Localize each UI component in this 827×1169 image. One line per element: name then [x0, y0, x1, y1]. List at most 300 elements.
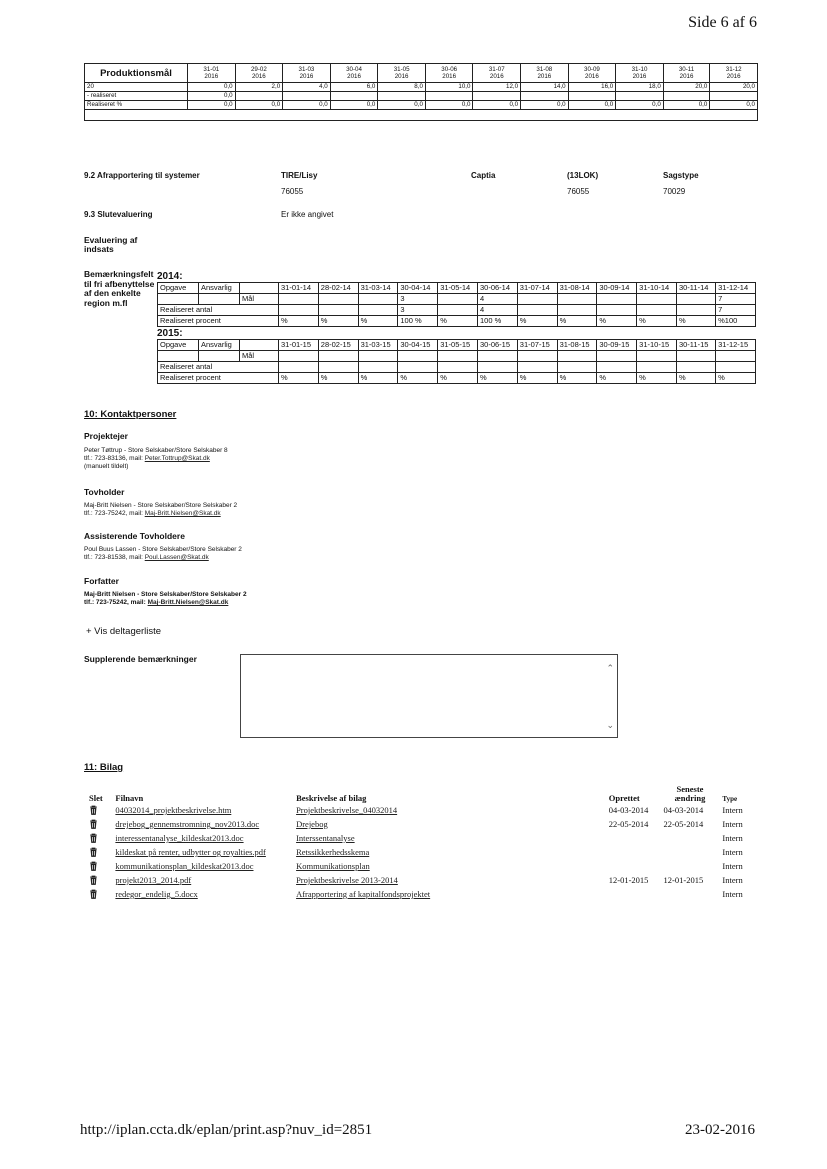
remarks-pct-cell: % — [557, 373, 597, 384]
remarks-goal-cell — [597, 294, 637, 305]
remarks-2015-count-row — [158, 362, 756, 373]
remarks-count-cell — [279, 305, 319, 316]
description-cell — [293, 846, 606, 860]
trash-icon[interactable] — [89, 819, 98, 829]
owner-email-link[interactable]: Peter.Tottrup@Skat.dk — [144, 455, 210, 462]
remarks-count-cell — [438, 362, 478, 373]
remarks-date-header: 30-09-15 — [597, 340, 637, 351]
realized-empty-cell — [663, 92, 710, 101]
remarks-pct-cell: % — [517, 373, 557, 384]
remarks-pct-cell: % — [517, 316, 557, 327]
goal-date-day: 31-03 — [298, 66, 315, 73]
goal-value-cell: 12,0 — [473, 83, 521, 92]
goal-date-year: 2016 — [394, 73, 409, 80]
pct-value-cell: 0,0 — [710, 101, 758, 110]
remarks-2015-pct-row — [158, 373, 756, 384]
remarks-pct-cell: % — [358, 316, 398, 327]
remarks-count-cell — [557, 305, 597, 316]
production-goal-table — [84, 63, 758, 110]
attachment-file-link[interactable]: redegor_endelig_5.docx — [115, 889, 198, 899]
created-header: Oprettet — [608, 793, 640, 803]
created-cell: 04-03-2014 — [608, 805, 649, 815]
realized-row-label: - realiseret — [85, 92, 188, 101]
reporting-tire-value: 76055 — [281, 187, 304, 196]
changed-cell — [661, 888, 720, 902]
changed-cell: 12-01-2015 — [663, 875, 704, 885]
pct-value-cell: 0,0 — [378, 101, 426, 110]
owner-phone: tlf.: 723-83136, mail: — [84, 455, 145, 462]
remarks-2014-goal-label: Mål — [240, 294, 279, 305]
changed-cell — [661, 846, 720, 860]
realized-empty-cell — [568, 92, 616, 101]
remarks-pct-cell: % — [597, 373, 637, 384]
page-number: Side 6 af 6 — [688, 14, 757, 31]
goal-value-cell: 20,0 — [663, 83, 710, 92]
scroll-down-icon[interactable]: ⌄ — [606, 720, 614, 730]
goal-date-day: 30-06 — [441, 66, 458, 73]
remarks-goal-cell — [358, 351, 398, 362]
remarks-date-header: 31-03-15 — [358, 340, 398, 351]
goal-date-header — [235, 64, 283, 83]
reporting-13lok-value: 76055 — [567, 187, 590, 196]
remarks-count-cell — [279, 362, 319, 373]
remarks-2014-resp-header: Ansvarlig — [199, 283, 240, 294]
remarks-2014-block — [157, 271, 756, 384]
attachment-file-link[interactable]: interessentanalyse_kildeskat2013.doc — [115, 833, 244, 843]
final-eval-label: 9.3 Slutevaluering — [84, 210, 153, 219]
created-cell — [606, 846, 661, 860]
remarks-pct-cell: % — [637, 373, 677, 384]
owner-line1: Peter Tøttrup - Store Selskaber/Store Selskaber 8 — [84, 447, 228, 454]
remarks-pct-cell: % — [477, 373, 517, 384]
remarks-goal-cell: 3 — [398, 294, 438, 305]
pct-value-cell: 0,0 — [473, 101, 521, 110]
pct-value-cell: 0,0 — [188, 101, 236, 110]
remarks-count-cell — [557, 362, 597, 373]
description-cell — [293, 818, 606, 832]
goal-date-header — [473, 64, 521, 83]
goal-date-day: 31-10 — [631, 66, 648, 73]
final-eval-value: Er ikke angivet — [281, 210, 334, 219]
filename-cell — [112, 888, 293, 902]
changed-cell — [661, 832, 720, 846]
remarks-2014-goal-blank2 — [199, 294, 240, 305]
goal-date-header — [710, 64, 758, 83]
remarks-pct-cell: % — [557, 316, 597, 327]
production-goal-footer-bar — [84, 110, 758, 121]
goal-date-day: 31-01 — [203, 66, 220, 73]
owner-block — [84, 432, 384, 471]
remarks-2015-goal-blank1 — [158, 351, 199, 362]
goal-date-header — [568, 64, 616, 83]
remarks-count-cell — [637, 305, 677, 316]
production-goal-row — [85, 83, 758, 92]
remarks-goal-cell — [557, 351, 597, 362]
reporting-sagstype-title: Sagstype — [663, 171, 699, 180]
attachment-description-link[interactable]: Projektbeskrivelse_04032014 — [296, 805, 398, 815]
assistant-phone: tlf.: 723-81538, mail: — [84, 554, 145, 561]
remarks-date-header: 30-11-14 — [676, 283, 715, 294]
realized-pct-row — [85, 101, 758, 110]
goal-date-year: 2016 — [537, 73, 552, 80]
type-cell: Intern — [722, 875, 743, 885]
scroll-up-icon[interactable]: ⌃ — [606, 663, 614, 673]
remarks-goal-cell — [637, 294, 677, 305]
remarks-date-header: 31-05-15 — [438, 340, 478, 351]
holder-phone: tlf.: 723-75242, mail: — [84, 510, 145, 517]
description-cell — [293, 832, 606, 846]
attachment-file-link[interactable]: drejebog_gennemstromning_nov2013.doc — [115, 819, 260, 829]
filename-cell — [112, 874, 293, 888]
trash-icon[interactable] — [89, 875, 98, 885]
attachment-row — [86, 846, 756, 860]
attachment-row — [86, 832, 756, 846]
type-cell: Intern — [722, 805, 743, 815]
reporting-sagstype-value: 70029 — [663, 187, 686, 196]
filename-cell — [112, 860, 293, 874]
goal-value-cell: 6,0 — [330, 83, 378, 92]
remarks-pct-cell: % — [279, 373, 319, 384]
created-cell: 12-01-2015 — [608, 875, 649, 885]
remarks-pct-cell: % — [398, 373, 438, 384]
extra-remarks-textarea[interactable] — [240, 654, 618, 738]
trash-icon[interactable] — [89, 861, 98, 871]
remarks-goal-cell — [637, 351, 677, 362]
remarks-count-cell — [398, 362, 438, 373]
remarks-2015-goal-row — [158, 351, 756, 362]
remarks-goal-cell: 7 — [716, 294, 756, 305]
remarks-pct-cell: 100 % — [398, 316, 438, 327]
pct-value-cell: 0,0 — [283, 101, 331, 110]
delete-cell — [86, 804, 112, 818]
goal-date-header — [425, 64, 473, 83]
remarks-goal-cell: 4 — [477, 294, 517, 305]
attachment-description-link[interactable]: Interssentanalyse — [296, 833, 355, 843]
remarks-goal-cell — [517, 294, 557, 305]
changed-header: Seneste ændring — [674, 784, 706, 803]
attachment-description-link[interactable]: Projektbeskrivelse 2013-2014 — [296, 875, 398, 885]
goal-date-year: 2016 — [442, 73, 457, 80]
remarks-date-header: 31-12-14 — [716, 283, 756, 294]
goal-date-day: 31-08 — [536, 66, 553, 73]
goal-date-year: 2016 — [679, 73, 694, 80]
pct-value-cell: 0,0 — [425, 101, 473, 110]
attachment-row — [86, 860, 756, 874]
goal-date-year: 2016 — [489, 73, 504, 80]
holder-email-link[interactable]: Maj-Britt.Nielsen@Skat.dk — [144, 510, 221, 517]
assistant-email-link[interactable]: Poul.Lassen@Skat.dk — [144, 554, 209, 561]
realized-empty-cell — [283, 92, 331, 101]
remarks-2015-table — [157, 339, 756, 384]
production-goal-title: Produktionsmål — [85, 64, 188, 83]
realized-empty-cell — [330, 92, 378, 101]
description-cell — [293, 804, 606, 818]
type-cell: Intern — [722, 819, 743, 829]
remarks-date-header: 31-08-15 — [557, 340, 597, 351]
pct-value-cell: 0,0 — [521, 101, 569, 110]
goal-value-cell: 14,0 — [521, 83, 569, 92]
type-header: Type — [722, 795, 738, 803]
pct-value-cell: 0,0 — [330, 101, 378, 110]
goal-date-header — [283, 64, 331, 83]
goal-date-day: 31-05 — [393, 66, 410, 73]
remarks-count-cell — [477, 362, 517, 373]
description-cell — [293, 888, 606, 902]
remarks-pct-cell: % — [676, 373, 715, 384]
pct-value-cell: 0,0 — [235, 101, 283, 110]
remarks-count-cell — [716, 362, 756, 373]
remarks-2014-header — [158, 283, 756, 294]
remarks-count-cell — [358, 305, 398, 316]
goal-date-year: 2016 — [299, 73, 314, 80]
type-cell: Intern — [722, 889, 743, 899]
remarks-pct-cell: % — [279, 316, 319, 327]
changed-cell: 22-05-2014 — [663, 819, 704, 829]
remarks-count-cell — [517, 305, 557, 316]
remarks-date-header: 30-04-15 — [398, 340, 438, 351]
remarks-count-cell — [637, 362, 677, 373]
remarks-2014-task-header: Opgave — [158, 283, 199, 294]
goal-value-cell: 0,0 — [188, 83, 236, 92]
goal-value-cell: 10,0 — [425, 83, 473, 92]
author-block — [84, 577, 384, 607]
attachments-heading: 11: Bilag — [84, 762, 124, 773]
goal-date-day: 29-02 — [250, 66, 267, 73]
remarks-2014-goal-row — [158, 294, 756, 305]
remarks-date-header: 31-10-14 — [637, 283, 677, 294]
delete-cell — [86, 818, 112, 832]
filename-header: Filnavn — [115, 793, 144, 803]
goal-date-day: 30-11 — [678, 66, 695, 73]
attachments-table — [86, 784, 756, 902]
remarks-pct-cell: % — [716, 373, 756, 384]
attachment-description-link[interactable]: Kommunikationsplan — [296, 861, 370, 871]
goal-value-cell: 18,0 — [616, 83, 664, 92]
goal-date-day: 30-04 — [346, 66, 362, 73]
attachment-description-link[interactable]: Retssikkerhedsskema — [296, 847, 370, 857]
remarks-goal-cell — [597, 351, 637, 362]
attachment-description-link[interactable]: Afrapportering af kapitalfondsprojektet — [296, 889, 431, 899]
realized-empty-cell — [473, 92, 521, 101]
author-line1: Maj-Britt Nielsen - Store Selskaber/Store Selskaber 2 — [84, 591, 247, 598]
remarks-goal-cell — [398, 351, 438, 362]
holder-title: Tovholder — [84, 487, 125, 497]
goal-date-day: 30-09 — [584, 66, 600, 73]
realized-empty-cell — [521, 92, 569, 101]
remarks-goal-cell — [477, 351, 517, 362]
author-title: Forfatter — [84, 576, 119, 586]
author-email-link[interactable]: Maj-Britt.Nielsen@Skat.dk — [147, 599, 229, 606]
realized-empty-cell — [710, 92, 758, 101]
remarks-goal-cell — [438, 294, 478, 305]
remarks-count-cell — [318, 305, 358, 316]
delete-cell — [86, 860, 112, 874]
goal-date-year: 2016 — [726, 73, 741, 80]
production-goal-section — [84, 63, 758, 121]
remarks-count-cell — [438, 305, 478, 316]
remarks-date-header: 30-06-15 — [477, 340, 517, 351]
realized-empty-cell — [378, 92, 426, 101]
remarks-date-header: 31-08-14 — [557, 283, 597, 294]
remarks-date-header: 30-09-14 — [597, 283, 637, 294]
remarks-2015-blank-header — [240, 340, 279, 351]
description-header: Beskrivelse af bilag — [296, 793, 367, 803]
assistant-title: Assisterende Tovholdere — [84, 531, 185, 541]
filename-cell — [112, 832, 293, 846]
realized-empty-cell — [235, 92, 283, 101]
reporting-label: 9.2 Afrapportering til systemer — [84, 171, 200, 180]
changed-cell — [661, 860, 720, 874]
attachments-body — [86, 804, 756, 902]
delete-cell — [86, 888, 112, 902]
owner-line2 — [84, 455, 384, 463]
attachment-file-link[interactable]: projekt2013_2014.pdf — [115, 875, 192, 885]
footer-date: 23-02-2016 — [685, 1122, 755, 1138]
goal-row-label: 20 — [85, 83, 188, 92]
remarks-date-header: 31-12-15 — [716, 340, 756, 351]
attachment-file-link[interactable]: 04032014_projektbeskrivelse.htm — [115, 805, 232, 815]
remarks-label: Bemærkningsfelt til fri afbenyttelse af den enkelte region m.fl — [84, 269, 155, 308]
remarks-2014-table — [157, 282, 756, 327]
production-goal-header-row — [85, 64, 758, 83]
goal-value-cell: 2,0 — [235, 83, 283, 92]
remarks-goal-cell — [279, 351, 319, 362]
remarks-goal-cell — [676, 294, 715, 305]
goal-date-header — [663, 64, 710, 83]
contacts-heading: 10: Kontaktpersoner — [84, 409, 177, 420]
remarks-date-header: 31-10-15 — [637, 340, 677, 351]
delete-cell — [86, 832, 112, 846]
assistant-block — [84, 532, 384, 562]
type-cell: Intern — [722, 861, 743, 871]
remarks-2014-blank-header — [240, 283, 279, 294]
remarks-2015-task-header: Opgave — [158, 340, 199, 351]
remarks-goal-cell — [279, 294, 319, 305]
filename-cell — [112, 804, 293, 818]
remarks-2015-resp-header: Ansvarlig — [199, 340, 240, 351]
goal-value-cell: 4,0 — [283, 83, 331, 92]
remarks-count-cell: 4 — [477, 305, 517, 316]
remarks-count-cell — [517, 362, 557, 373]
remarks-2015-goal-blank2 — [199, 351, 240, 362]
attachment-description-link[interactable]: Drejebog — [296, 819, 328, 829]
remarks-count-cell — [318, 362, 358, 373]
pct-value-cell: 0,0 — [568, 101, 616, 110]
remarks-date-header: 31-07-15 — [517, 340, 557, 351]
extra-remarks-label: Supplerende bemærkninger — [84, 654, 197, 664]
remarks-2014-count-row — [158, 305, 756, 316]
created-cell — [606, 860, 661, 874]
description-cell — [293, 874, 606, 888]
remarks-date-header: 31-01-15 — [279, 340, 319, 351]
remarks-pct-cell: % — [438, 316, 478, 327]
remarks-2015-pct-label: Realiseret procent — [158, 373, 279, 384]
remarks-count-cell: 7 — [716, 305, 756, 316]
goal-date-year: 2016 — [204, 73, 219, 80]
remarks-date-header: 28-02-14 — [318, 283, 358, 294]
assistant-line2 — [84, 554, 384, 562]
delete-header: Slet — [89, 793, 103, 803]
realized-empty-cell — [425, 92, 473, 101]
attachment-file-link[interactable]: kildeskat på renter, udbytter og royalties.pdf — [115, 847, 266, 857]
attachments-header-row — [86, 784, 756, 804]
show-participants-toggle[interactable]: + Vis deltagerliste — [86, 626, 162, 637]
remarks-2015-count-label: Realiseret antal — [158, 362, 279, 373]
remarks-goal-cell — [358, 294, 398, 305]
remarks-pct-cell: % — [318, 316, 358, 327]
created-cell — [606, 888, 661, 902]
filename-cell — [112, 846, 293, 860]
attachment-row — [86, 874, 756, 888]
goal-date-day: 31-12 — [725, 66, 742, 73]
remarks-pct-cell: % — [358, 373, 398, 384]
remarks-goal-cell — [318, 294, 358, 305]
remarks-2014-pct-row — [158, 316, 756, 327]
author-phone: tlf.: 723-75242, mail: — [84, 599, 148, 606]
goal-value-cell: 20,0 — [710, 83, 758, 92]
owner-line3: (manuelt tildelt) — [84, 463, 129, 470]
remarks-goal-cell — [557, 294, 597, 305]
remarks-2014-pct-label: Realiseret procent — [158, 316, 279, 327]
remarks-2015-goal-label: Mål — [240, 351, 279, 362]
goal-value-cell: 16,0 — [568, 83, 616, 92]
realized-value-cell: 0,0 — [188, 92, 236, 101]
trash-icon[interactable] — [89, 889, 98, 899]
remarks-date-header: 30-04-14 — [398, 283, 438, 294]
remarks-goal-cell — [676, 351, 715, 362]
remarks-date-header: 31-05-14 — [438, 283, 478, 294]
assistant-line1: Poul Buus Lassen - Store Selskaber/Store Selskaber 2 — [84, 546, 242, 553]
remarks-count-cell — [676, 362, 715, 373]
holder-line2 — [84, 510, 384, 518]
goal-date-header — [188, 64, 236, 83]
remarks-2014-goal-blank1 — [158, 294, 199, 305]
goal-date-year: 2016 — [632, 73, 647, 80]
holder-line1: Maj-Britt Nielsen - Store Selskaber/Store Selskaber 2 — [84, 502, 238, 509]
remarks-goal-cell — [517, 351, 557, 362]
attachment-row — [86, 888, 756, 902]
remarks-date-header: 30-06-14 — [477, 283, 517, 294]
remarks-pct-cell: % — [637, 316, 677, 327]
goal-date-year: 2016 — [347, 73, 361, 80]
holder-block — [84, 488, 384, 518]
remarks-count-cell — [676, 305, 715, 316]
pct-value-cell: 0,0 — [616, 101, 664, 110]
remarks-count-cell — [597, 305, 637, 316]
remarks-count-cell — [358, 362, 398, 373]
trash-icon[interactable] — [89, 833, 98, 843]
reporting-captia-title: Captia — [471, 171, 496, 180]
remarks-pct-cell: %100 — [716, 316, 756, 327]
author-line2 — [84, 599, 384, 607]
attachment-file-link[interactable]: kommunikationsplan_kildeskat2013.doc — [115, 861, 254, 871]
trash-icon[interactable] — [89, 847, 98, 857]
goal-date-day: 31-07 — [488, 66, 505, 73]
type-cell: Intern — [722, 833, 743, 843]
remarks-count-cell: 3 — [398, 305, 438, 316]
remarks-goal-cell — [716, 351, 756, 362]
footer-url: http://iplan.ccta.dk/eplan/print.asp?nuv_id=2851 — [80, 1122, 373, 1138]
owner-title: Projektejer — [84, 431, 128, 441]
remarks-2014-year: 2014: — [157, 271, 183, 282]
remarks-pct-cell: % — [676, 316, 715, 327]
remarks-pct-cell: % — [318, 373, 358, 384]
created-cell — [606, 832, 661, 846]
remarks-pct-cell: 100 % — [477, 316, 517, 327]
trash-icon[interactable] — [89, 805, 98, 815]
remarks-date-header: 28-02-15 — [318, 340, 358, 351]
type-cell: Intern — [722, 847, 743, 857]
